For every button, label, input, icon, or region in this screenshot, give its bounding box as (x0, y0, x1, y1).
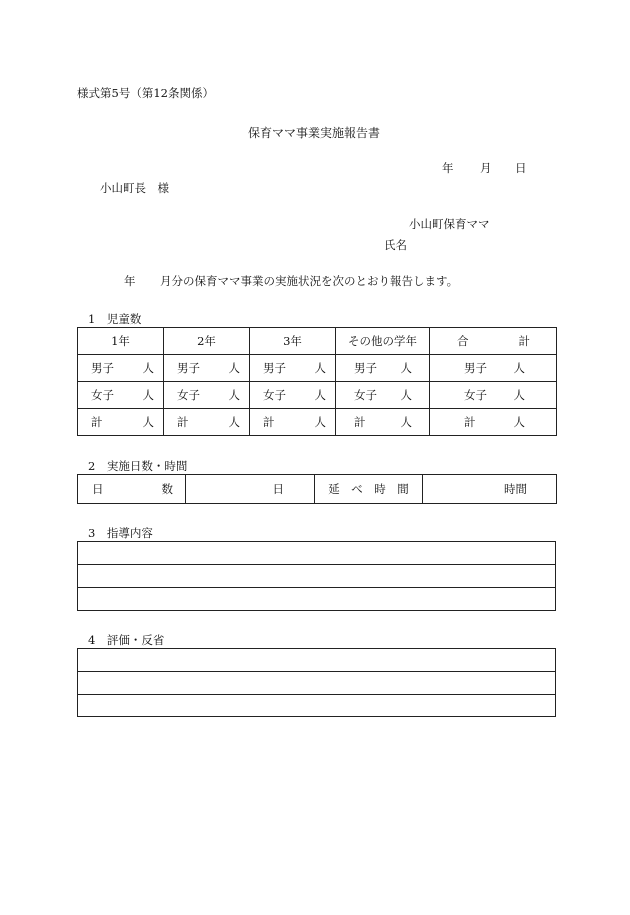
cell: 計 人 (250, 409, 336, 436)
cell: 男子 人 (250, 355, 336, 382)
header-total (430, 328, 557, 355)
hours-label: 延 べ 時 間 (328, 482, 409, 496)
evaluation-line[interactable] (78, 649, 555, 672)
sender-name-label: 氏名 (384, 238, 407, 252)
intro-text: 月分の保育ママ事業の実施状況を次のとおり報告します。 (160, 274, 459, 288)
addressee: 小山町長 様 (100, 181, 169, 195)
cell: 男子 人 (430, 355, 557, 382)
section4-heading: 4 評価・反省 (88, 633, 165, 647)
hours-unit: 時間 (504, 482, 527, 496)
guidance-content-box (77, 541, 556, 611)
cell: 女子 人 (250, 382, 336, 409)
hours-label-cell (315, 475, 423, 504)
cell: 女子 人 (336, 382, 430, 409)
cell: 男子 人 (78, 355, 164, 382)
header-grade1: 1年 (78, 328, 164, 355)
evaluation-line[interactable] (78, 672, 555, 695)
days-label-a: 日 (92, 482, 104, 496)
date-month-label: 月 (480, 161, 492, 175)
cell: 男子 人 (164, 355, 250, 382)
cell: 計 人 (78, 409, 164, 436)
intro-year-label: 年 (124, 274, 136, 288)
days-label-cell (78, 475, 186, 504)
header-total-b: 計 (518, 334, 530, 348)
form-number: 様式第5号（第12条関係） (77, 86, 214, 100)
sender-org: 小山町保育ママ (409, 217, 490, 231)
children-count-table (77, 327, 557, 436)
header-total-a: 合 (457, 334, 469, 348)
guidance-line[interactable] (78, 565, 555, 588)
cell: 計 人 (336, 409, 430, 436)
cell: 女子 人 (164, 382, 250, 409)
cell: 女子 人 (78, 382, 164, 409)
cell: 計 人 (430, 409, 557, 436)
cell: 男子 人 (336, 355, 430, 382)
days-value-cell (186, 475, 315, 504)
table-row-girls (78, 382, 557, 409)
cell: 女子 人 (430, 382, 557, 409)
section1-heading: 1 児童数 (88, 312, 142, 326)
hours-value-cell (423, 475, 557, 504)
cell: 計 人 (164, 409, 250, 436)
header-grade3: 3年 (250, 328, 336, 355)
document-title: 保育ママ事業実施報告書 (248, 126, 381, 140)
table-row-total (78, 409, 557, 436)
guidance-line[interactable] (78, 588, 555, 610)
days-label-b: 数 (161, 482, 173, 496)
days-unit: 日 (272, 482, 284, 496)
section3-heading: 3 指導内容 (88, 526, 153, 540)
evaluation-line[interactable] (78, 695, 555, 716)
evaluation-box (77, 648, 556, 717)
guidance-line[interactable] (78, 542, 555, 565)
header-other-grades: その他の学年 (336, 328, 430, 355)
section2-heading: 2 実施日数・時間 (88, 459, 188, 473)
date-year-label: 年 (442, 161, 454, 175)
days-hours-table (77, 474, 557, 504)
table-row-boys (78, 355, 557, 382)
date-day-label: 日 (515, 161, 527, 175)
header-grade2: 2年 (164, 328, 250, 355)
